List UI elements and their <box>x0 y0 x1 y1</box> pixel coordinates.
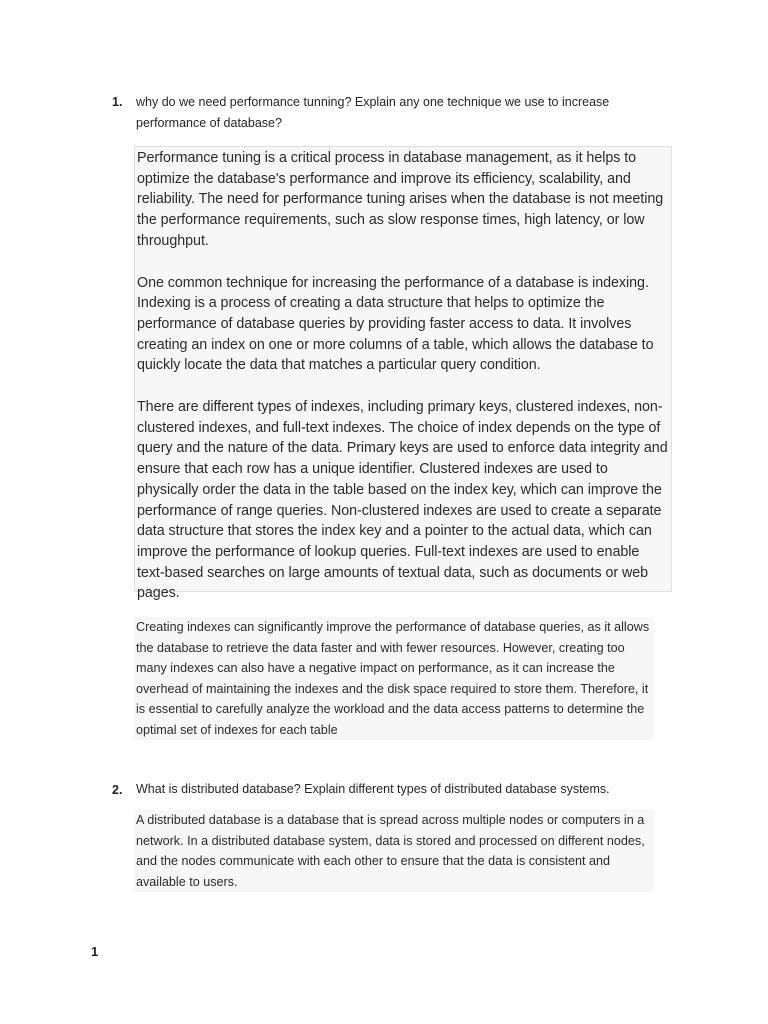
question-1-number: 1. <box>112 95 123 109</box>
answer-1-paragraph-4: Creating indexes can significantly improve the performance of database queries, as it allows the database to retrieve the data faster and with fewer resources. However, creating too many indexes can also have a negative impact on performance, as it can increase the overhead of maintaining the indexes and the disk space required to store them. Therefore, it is essential to carefully analyze the workload and the data access patterns to determine the optimal set of indexes for each table <box>134 617 654 740</box>
page-number: 1 <box>91 944 99 959</box>
question-1-text: why do we need performance tunning? Explain any one technique we use to increase performance of database? <box>136 95 610 130</box>
answer-2-paragraph: A distributed database is a database that is spread across multiple nodes or computers in a network. In a distributed database system, data is stored and processed on different nodes, and the nodes communicate with each other to ensure that the data is consistent and available to users. <box>134 810 654 892</box>
answer-1-paragraph-1: Performance tuning is a critical process in database management, as it helps to optimize the database's performance and improve its efficiency, scalability, and reliability. The need for performance tuning arises when the database is not meeting the performance requirements, such as slow response times, high latency, or low throughput. <box>137 150 664 249</box>
answer-1-paragraph-3: There are different types of indexes, including primary keys, clustered indexes, non-clustered indexes, and full-text indexes. The choice of index depends on the type of query and the nature of the data. Primary keys are used to enforce data integrity and ensure that each row has a unique identifier. Clustered indexes are used to physically order the data in the table based on the index key, which can improve the performance of range queries. Non-clustered indexes are used to create a separate data structure that stores the index key and a pointer to the actual data, which can improve the performance of lookup queries. Full-text indexes are used to enable text-based searches on large amounts of textual data, such as documents or web pages. <box>137 399 668 602</box>
question-2-text: What is distributed database? Explain different types of distributed database systems. <box>136 782 610 796</box>
answer-1-paragraph-2: One common technique for increasing the performance of a database is indexing. Indexing is a process of creating a data structure that helps to optimize the performance of database queries by providing faster access to data. It involves creating an index on one or more columns of a table, which allows the database to quickly locate the data that matches a particular query condition. <box>137 274 654 374</box>
answer-1-box <box>134 146 672 602</box>
question-2-number: 2. <box>112 783 123 797</box>
